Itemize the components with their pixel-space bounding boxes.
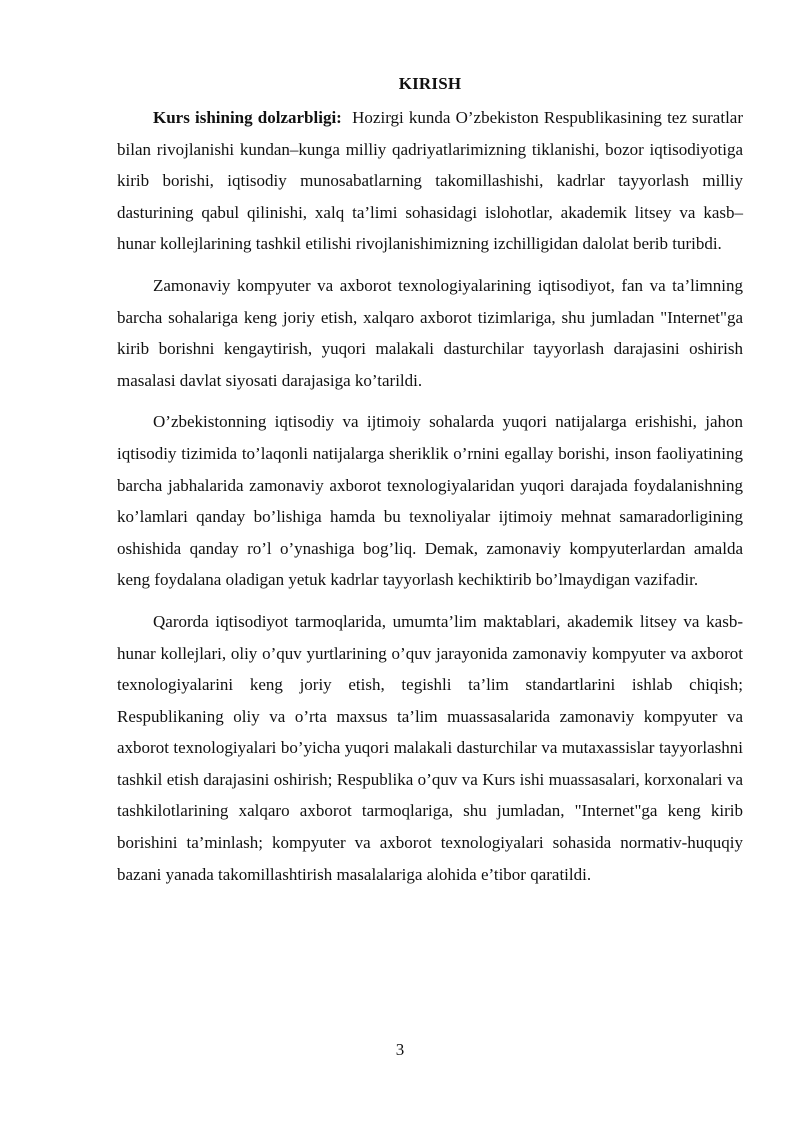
body-paragraph: Zamonaviy kompyuter va axborot texnologiyalarining iqtisodiyot, fan va ta’limning barcha sohalariga keng joriy etish, xalqaro axborot tizimlariga, shu jumladan "Internet"ga kirib borishni kengaytirish, yuqori malakali dasturchilar tayyorlash darajasini oshirish masalasi davlat siyosati darajasiga ko’tarildi. (117, 275, 743, 390)
intro-text: Hozirgi kunda O’zbekiston Respublikasining tez suratlar bilan rivojlanishi kundan–kunga milliy qadriyatlarimizning tiklanishi, bozor iqtisodiyotiga kirib borishi, iqtisodiy munosabatlarning takomillashishi, kadrlar tayyorlash milliy dasturining qabul qilinishi, xalq ta’limi sohasidagi islohotlar, akademik litsey va kasb–hunar kollejlarining tashkil etilishi rivojlanishimizning izchilligidan dalolat berib turibdi. (117, 108, 744, 254)
intro-paragraph (117, 102, 743, 260)
relevance-heading: Kurs ishining dolzarbligi: (153, 108, 342, 127)
body-paragraph: O’zbekistonning iqtisodiy va ijtimoiy sohalarda yuqori natijalarga erishishi, jahon iqtisodiy tizimida to’laqonli natijalarga sheriklik o’rnini egallay borishi, inson faoliyatining barcha jabhalarida zamonaviy axborot texnologiyalaridan yuqori darajada foydalanishning ko’lamlari qanday bo’lishiga hamda bu texnoliyalar ijtimoiy mehnat samaradorligining oshishida qanday ro’l o’ynashiga bog’liq. Demak, zamonaviy kompyuterlardan amalda keng foydalana oladigan yetuk kadrlar tayyorlash kechiktirib bo’lmaydigan vazifadir. (117, 412, 743, 590)
document-page (117, 72, 743, 900)
body-paragraph: Qarorda iqtisodiyot tarmoqlarida, umumta’lim maktablari, akademik litsey va kasb-hunar kollejlari, oliy o’quv yurtlarining o’quv jarayonida zamonaviy kompyuter va axborot texnologiyalarini keng joriy etish, tegishli ta’lim standartlarini ishlab chiqish; Respublikaning oliy va o’rta maxsus ta’lim muassasalarida zamonaviy kompyuter va axborot texnologiyalari bo’yicha yuqori malakali dasturchilar va mutaxassislar tayyorlashni tashkil etish darajasini oshirish; Respublika o’quv va Kurs ishi muassasalari, korxonalari va tashkilotlarining xalqaro axborot tarmoqlariga, shu jumladan, "Internet"ga keng kirib borishini ta’minlash; kompyuter va axborot texnologiyalari sohasida normativ-huquqiy bazani yanada takomillashtirish masalalariga alohida e’tibor qaratildi. (117, 611, 743, 884)
section-title: KIRISH (398, 74, 462, 93)
page-number: 3 (395, 1040, 405, 1059)
